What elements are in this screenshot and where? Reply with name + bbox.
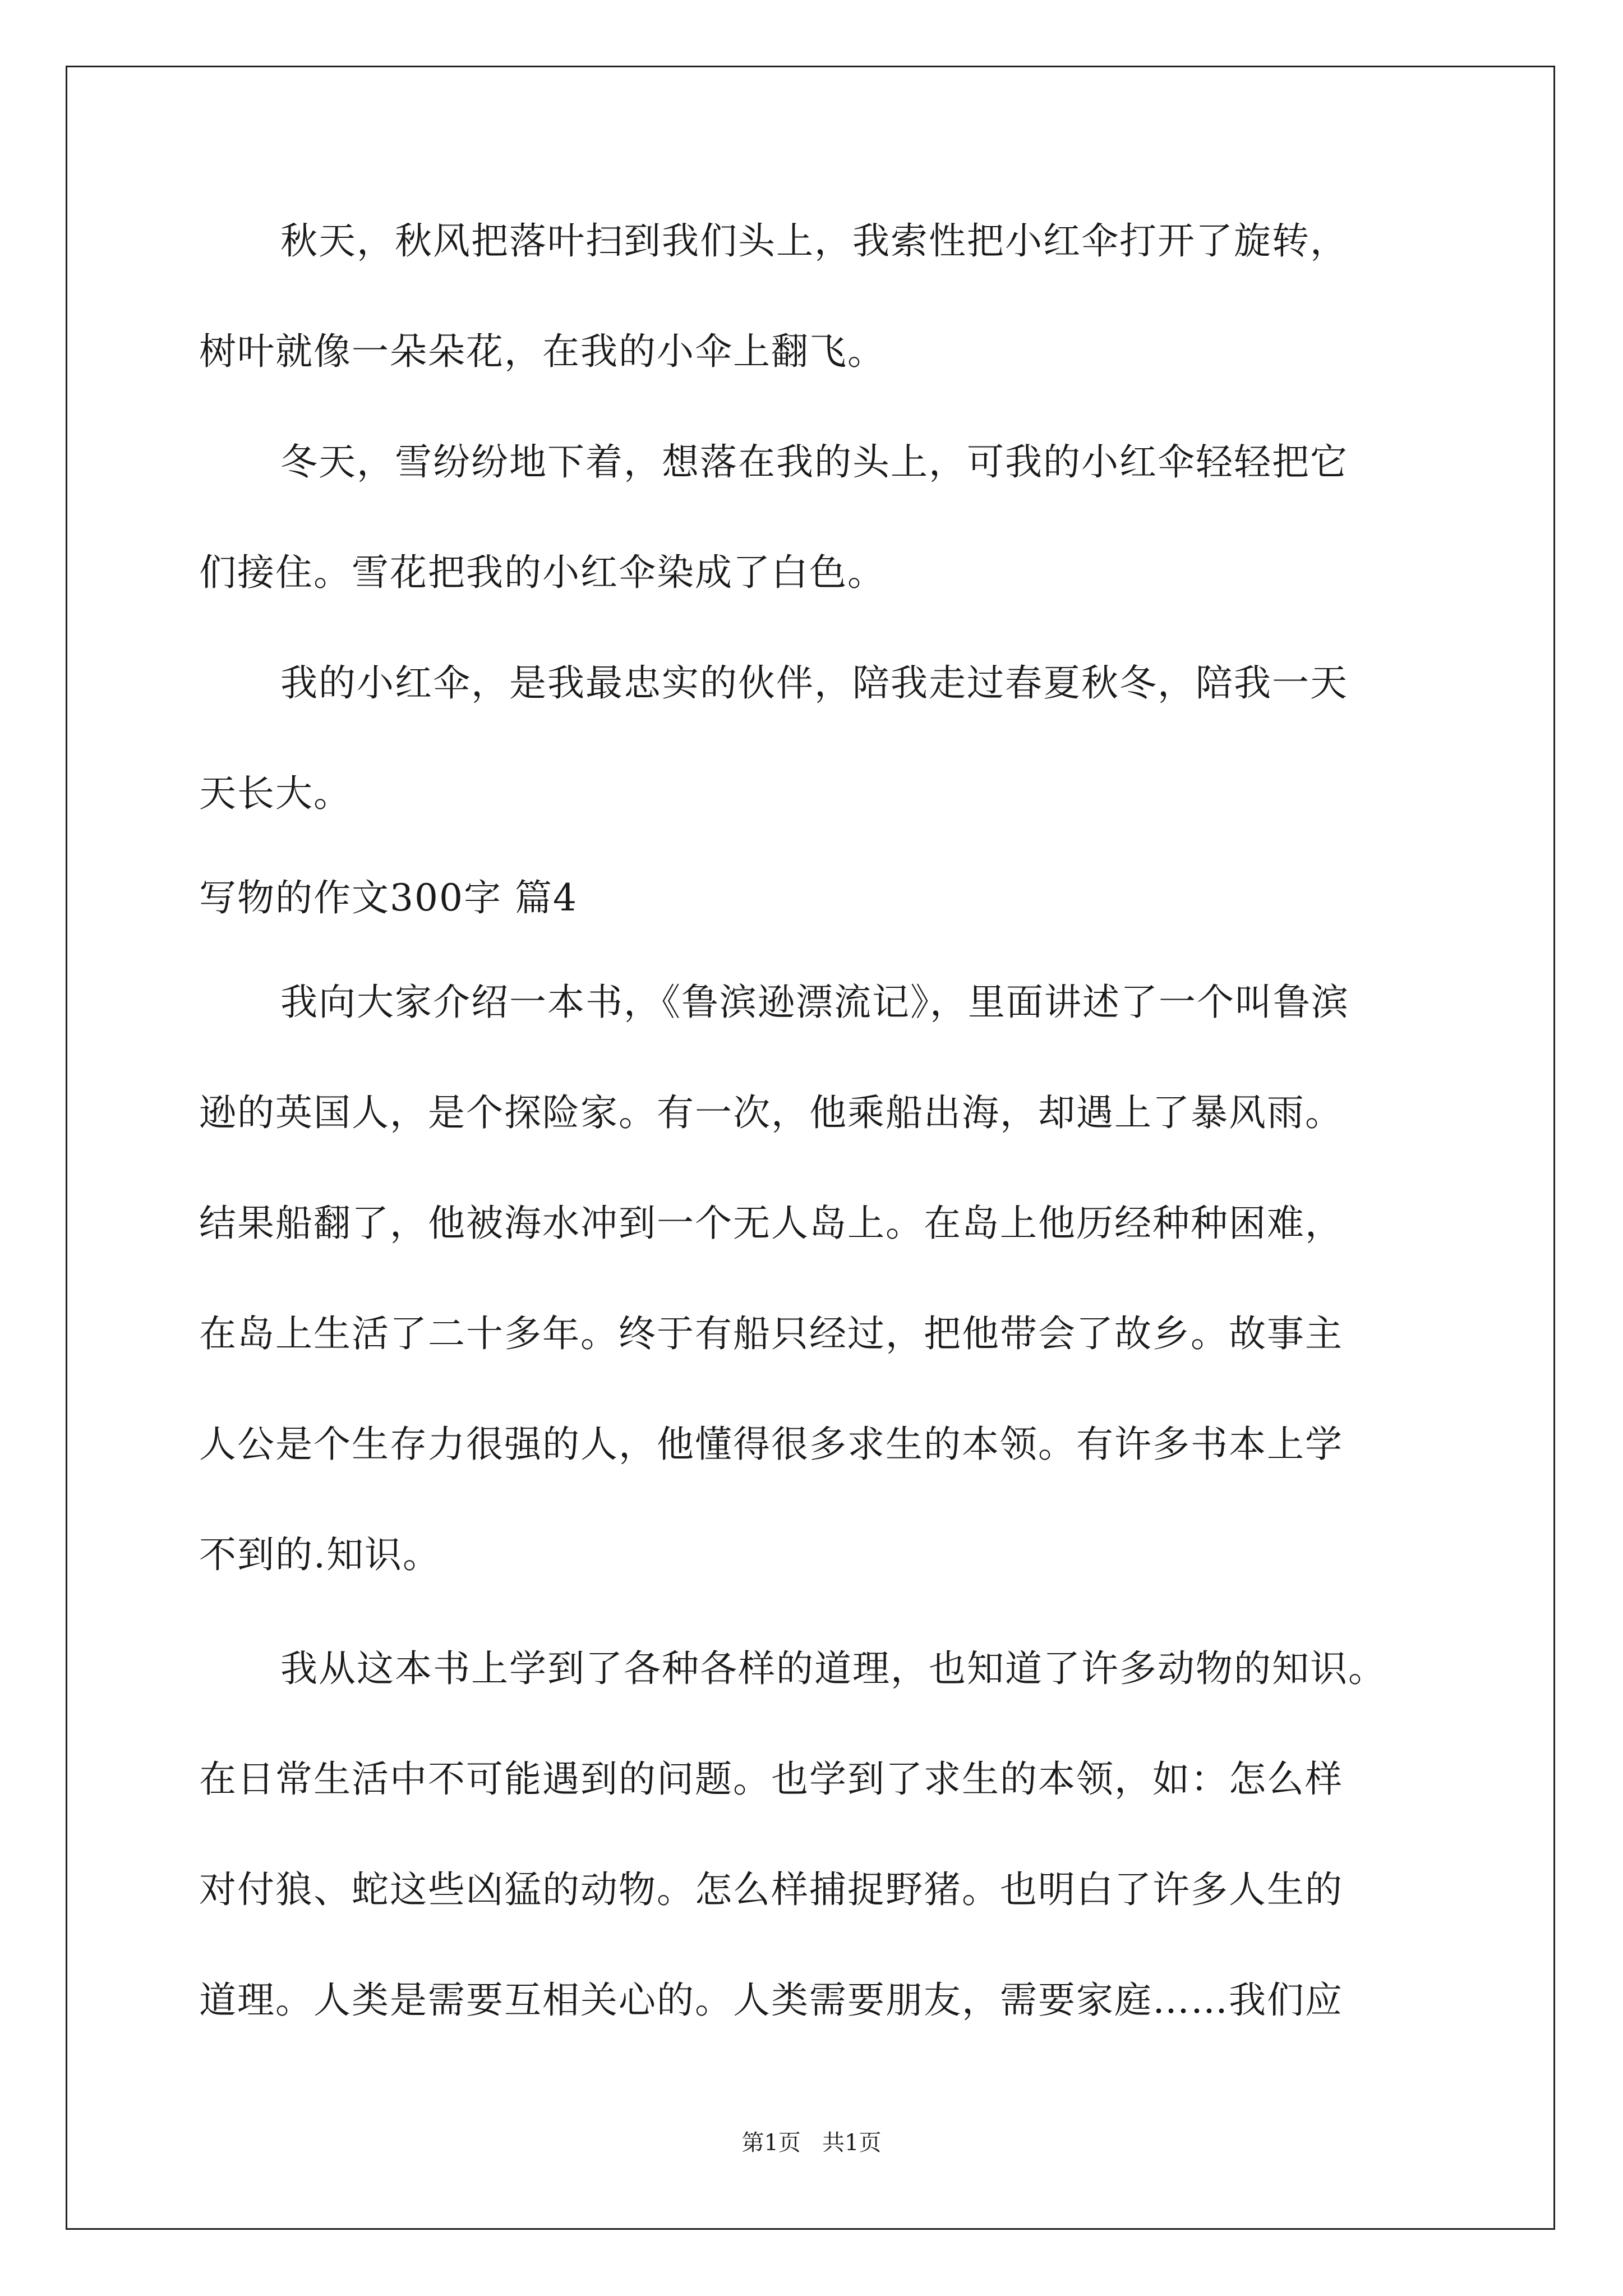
paragraph-line: 结果船翻了，他被海水冲到一个无人岛上。在岛上他历经种种困难， [199, 1202, 1343, 1245]
paragraph-line: 在日常生活中不可能遇到的问题。也学到了求生的本领，如：怎么样 [199, 1757, 1343, 1801]
paragraph-line: 树叶就像一朵朵花，在我的小伞上翻飞。 [199, 330, 886, 373]
paragraph-line: 冬天，雪纷纷地下着，想落在我的头上，可我的小红伞轻轻把它 [280, 440, 1348, 484]
paragraph-line: 天长大。 [199, 772, 352, 815]
section-heading: 写物的作文300字 篇4 [199, 876, 578, 919]
paragraph-line: 人公是个生存力很强的人，他懂得很多求生的本领。有许多书本上学 [199, 1423, 1343, 1466]
paragraph-line: 我的小红伞，是我最忠实的伙伴，陪我走过春夏秋冬，陪我一天 [280, 661, 1348, 705]
paragraph-line: 我向大家介绍一本书，《鲁滨逊漂流记》，里面讲述了一个叫鲁滨 [280, 981, 1349, 1024]
paragraph-line: 不到的.知识。 [199, 1533, 441, 1576]
paragraph-line: 秋天，秋风把落叶扫到我们头上，我索性把小红伞打开了旋转， [280, 219, 1348, 263]
paragraph-line: 们接住。雪花把我的小红伞染成了白色。 [199, 551, 886, 594]
paragraph-line: 逊的英国人，是个探险家。有一次，他乘船出海，却遇上了暴风雨。 [199, 1091, 1343, 1134]
paragraph-line: 道理。人类是需要互相关心的。人类需要朋友，需要家庭……我们应 [199, 1978, 1343, 2022]
page-footer: 第1页 共1页 [741, 2130, 882, 2156]
paragraph-line: 在岛上生活了二十多年。终于有船只经过，把他带会了故乡。故事主 [199, 1312, 1343, 1355]
paragraph-line: 我从这本书上学到了各种各样的道理，也知道了许多动物的知识。 [280, 1647, 1386, 1690]
paragraph-line: 对付狼、蛇这些凶猛的动物。怎么样捕捉野猪。也明白了许多人生的 [199, 1868, 1343, 1911]
